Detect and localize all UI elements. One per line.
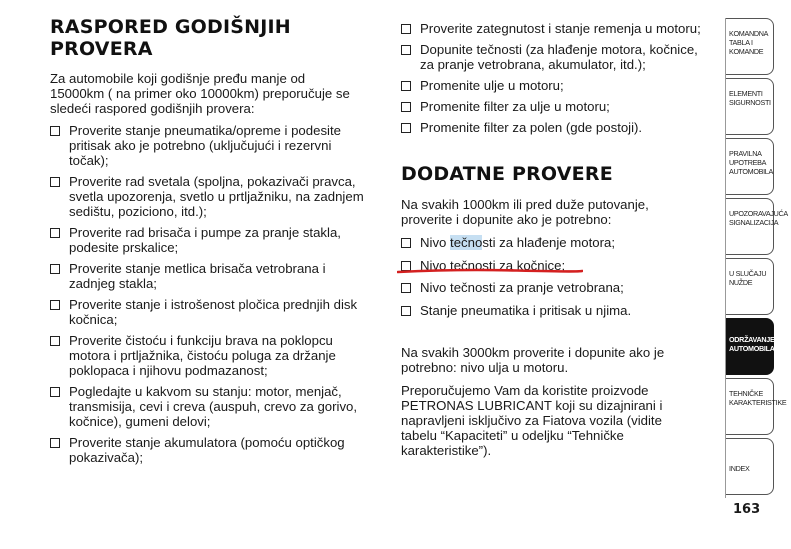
list-item-text: Proverite stanje pneumatika/opreme i podesite pritisak ako je potrebno (uključujući i rezervni točak);: [69, 123, 341, 168]
section-title-additional-checks: DODATNE PROVERE: [401, 163, 613, 185]
list-item-text: Promenite filter za polen (gde postoji).: [420, 120, 643, 135]
list-item-text: Proverite čistoću i funkciju brava na poklopcu motora i prtljažnika, čistoću poluga za držanje poklopaca i njihovu podmazanost;: [69, 333, 336, 378]
checkbox-icon: [50, 126, 60, 136]
checkbox-icon: [50, 264, 60, 274]
tab-technical-specs[interactable]: [726, 378, 787, 435]
list-item-text: Proverite zategnutost i stanje remenja u motoru;: [420, 21, 701, 36]
tab-proper-use[interactable]: [726, 138, 774, 195]
list-item: [401, 42, 701, 72]
tab-maintenance[interactable]: [726, 318, 774, 375]
list-item-text: Stanje pneumatika i pritisak u njima.: [420, 302, 632, 318]
list-item-text: Proverite rad svetala (spoljna, pokazivači pravca, svetla upozorenja, svetlo u prtljažniku, na zadnjem sedištu, poziciono, itd.);: [69, 174, 364, 219]
checkbox-icon: [401, 238, 411, 248]
checkbox-icon: [50, 300, 60, 310]
tab-emergency[interactable]: [726, 258, 774, 315]
list-item: [50, 123, 365, 168]
tab-label: TEHNIČKE KARAKTERISTIKE: [729, 389, 787, 407]
tab-label: ODRŽAVANJE AUTOMOBILA: [729, 335, 775, 353]
list-item-text: Proverite stanje akumulatora (pomoću optičkog pokazivača);: [69, 435, 345, 465]
list-item: [50, 435, 365, 465]
section-title-annual-checks: [50, 16, 370, 60]
checkbox-icon: [401, 24, 411, 34]
list-item: [401, 120, 701, 135]
selected-text[interactable]: tečno: [450, 235, 483, 250]
list-item: [401, 99, 701, 114]
text-part: Nivo: [420, 235, 451, 250]
list-item: [50, 297, 365, 327]
checkbox-icon: [50, 177, 60, 187]
title-line-2: PROVERA: [50, 38, 153, 60]
paragraph-petronas: Preporučujemo Vam da koristite proizvode PETRONAS LUBRICANT koji su dizajnirani i napravljeni isključivo za Fiatova vozila (vidite tabelu “Kapaciteti” u odeljku “Tehničke karakteristike”).: [401, 383, 663, 458]
annual-intro: Za automobile koji godišnje pređu manje od 15000km ( na primer oko 10000km) preporučuje se sledeći raspored godišnjih provera:: [50, 71, 350, 116]
list-item-tyres: [401, 303, 701, 318]
list-item: [50, 261, 365, 291]
text-part: sti za hlađenje motora;: [482, 235, 615, 250]
additional-checklist: [401, 235, 701, 325]
annual-checklist: [50, 123, 365, 471]
tab-dashboard-controls[interactable]: [726, 18, 774, 75]
list-item-coolant: [401, 235, 701, 250]
tab-label: PRAVILNA UPOTREBA AUTOMOBILA: [729, 149, 773, 176]
paragraph-3000km: Na svakih 3000km proverite i dopunite ako je potrebno: nivo ulja u motoru.: [401, 345, 665, 375]
list-item-text: Nivo tečnosti za kočnice;: [420, 257, 566, 273]
list-item: [50, 384, 365, 429]
list-item: [401, 78, 701, 93]
checkbox-icon: [401, 123, 411, 133]
list-item: [401, 21, 701, 36]
checkbox-icon: [50, 438, 60, 448]
tab-safety-elements[interactable]: [726, 78, 774, 135]
page-number: 163: [733, 502, 761, 517]
annual-checklist-continued: [401, 21, 701, 141]
tab-label: KOMANDNA TABLA I KOMANDE: [729, 29, 768, 56]
tab-label: U SLUČAJU NUŽDE: [729, 269, 767, 287]
red-underline-annotation: [397, 268, 583, 274]
list-item-washer-fluid: [401, 280, 701, 295]
checkbox-icon: [401, 283, 411, 293]
checkbox-icon: [401, 81, 411, 91]
tab-index[interactable]: [726, 438, 774, 495]
checkbox-icon: [401, 102, 411, 112]
list-item-text: Promenite filter za ulje u motoru;: [420, 99, 610, 114]
list-item-text: Dopunite tečnosti (za hlađenje motora, kočnice, za pranje vetrobrana, akumulator, itd.);: [420, 42, 698, 72]
underline-stroke: [398, 270, 582, 272]
list-item-text: Proverite stanje metlica brisača vetrobrana i zadnjeg stakla;: [69, 261, 326, 291]
list-item: [50, 333, 365, 378]
list-item: [50, 225, 365, 255]
checkbox-icon: [50, 387, 60, 397]
additional-intro: Na svakih 1000km ili pred duže putovanje, proverite i dopunite ako je potrebno:: [401, 197, 649, 227]
tab-warning-signals[interactable]: [726, 198, 788, 255]
list-item-text: Nivo tečnosti za pranje vetrobrana;: [420, 280, 624, 295]
tab-label: UPOZORAVAJUĆA SIGNALIZACIJA: [729, 209, 788, 227]
tab-label: ELEMENTI SIGURNOSTI: [729, 89, 771, 107]
checkbox-icon: [50, 336, 60, 346]
title-line-1: RASPORED GODIŠNJIH: [50, 16, 291, 38]
checkbox-icon: [401, 45, 411, 55]
list-item-text: Proverite stanje i istrošenost pločica prednjih disk kočnica;: [69, 297, 358, 327]
tab-label: INDEX: [729, 464, 750, 473]
checkbox-icon: [401, 306, 411, 316]
list-item-text: Proverite rad brisača i pumpe za pranje stakla, podesite prskalice;: [69, 225, 341, 255]
list-item-text: Pogledajte u kakvom su stanju: motor, menjač, transmisija, cevi i creva (auspuh, crevo za gorivo, kočnice), gumeni delovi;: [69, 384, 358, 429]
list-item-text: Promenite ulje u motoru;: [420, 78, 564, 93]
checkbox-icon: [50, 228, 60, 238]
list-item: [50, 174, 365, 219]
chapter-tabs: [726, 18, 788, 498]
